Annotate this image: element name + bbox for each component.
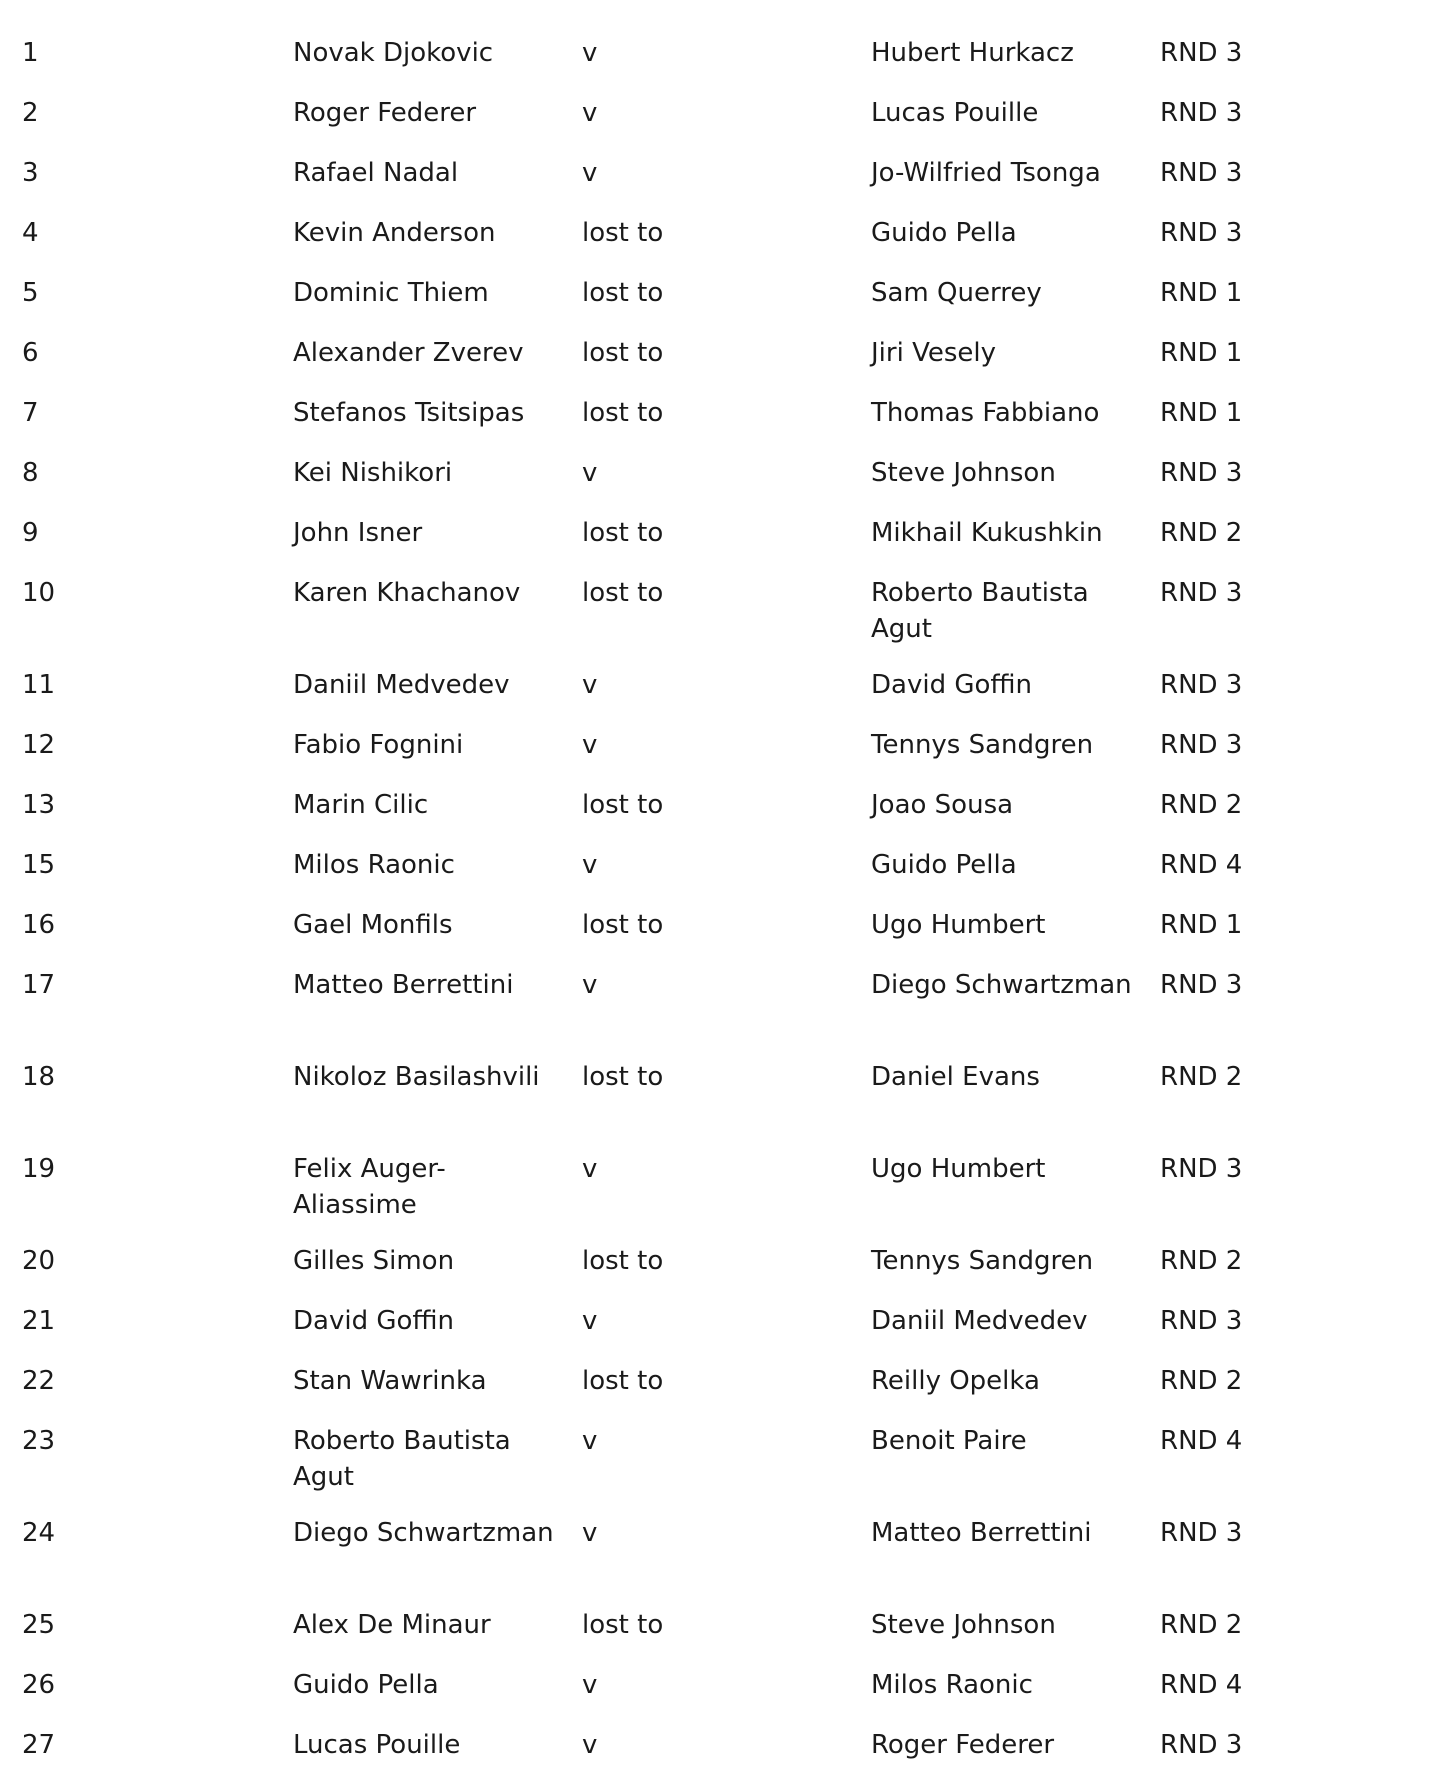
seed-cell: 3 [22,158,39,188]
seed-cell: 26 [22,1670,56,1700]
result-cell: lost to [582,578,664,608]
player-cell: Gilles Simon [293,1246,455,1276]
result-cell: v [582,670,598,700]
player-cell: Alexander Zverev [293,338,524,368]
player-cell: Stefanos Tsitsipas [293,398,525,428]
table-row [0,500,1429,560]
round-cell: RND 3 [1160,458,1243,488]
seed-cell: 23 [22,1426,56,1456]
player-cell: Guido Pella [293,1670,439,1700]
table-row [0,560,1429,652]
opponent-cell: Lucas Pouille [871,98,1039,128]
round-cell: RND 3 [1160,1730,1243,1760]
table-row [0,712,1429,772]
player-cell: Lucas Pouille [293,1730,461,1760]
round-cell: RND 2 [1160,1366,1243,1396]
player-cell: Roberto Bautista Agut [293,1426,511,1492]
seed-cell: 11 [22,670,56,700]
table-row [0,1408,1429,1500]
seed-cell: 17 [22,970,56,1000]
table-row [0,80,1429,140]
opponent-cell: Tennys Sandgren [871,730,1094,760]
round-cell: RND 3 [1160,1306,1243,1336]
round-cell: RND 1 [1160,338,1243,368]
round-cell: RND 3 [1160,1154,1243,1184]
opponent-cell: Joao Sousa [871,790,1014,820]
table-row [0,772,1429,832]
result-cell: v [582,1730,598,1760]
seed-cell: 1 [22,38,39,68]
opponent-cell: Reilly Opelka [871,1366,1040,1396]
result-cell: lost to [582,518,664,548]
round-cell: RND 3 [1160,38,1243,68]
round-cell: RND 4 [1160,1426,1243,1456]
table-row [0,1044,1429,1136]
result-cell: v [582,98,598,128]
player-cell: Fabio Fognini [293,730,464,760]
round-cell: RND 2 [1160,1610,1243,1640]
round-cell: RND 4 [1160,850,1243,880]
opponent-cell: Mikhail Kukushkin [871,518,1103,548]
table-row [0,1228,1429,1288]
opponent-cell: Guido Pella [871,218,1017,248]
round-cell: RND 3 [1160,98,1243,128]
player-cell: Dominic Thiem [293,278,489,308]
opponent-cell: Jo-Wilfried Tsonga [871,158,1101,188]
table-row [0,892,1429,952]
result-cell: v [582,730,598,760]
table-row [0,1652,1429,1712]
result-cell: v [582,1154,598,1184]
seed-cell: 9 [22,518,39,548]
table-row [0,1712,1429,1772]
table-row [0,1348,1429,1408]
opponent-cell: Matteo Berrettini [871,1518,1092,1548]
result-cell: lost to [582,218,664,248]
result-cell: lost to [582,1246,664,1276]
round-cell: RND 1 [1160,910,1243,940]
table-row [0,320,1429,380]
opponent-cell: Guido Pella [871,850,1017,880]
table-row [0,140,1429,200]
player-cell: Felix Auger-Aliassime [293,1154,446,1220]
opponent-cell: Roger Federer [871,1730,1055,1760]
opponent-cell: Hubert Hurkacz [871,38,1074,68]
seed-cell: 12 [22,730,56,760]
result-cell: lost to [582,278,664,308]
player-cell: Milos Raonic [293,850,455,880]
result-cell: v [582,1426,598,1456]
result-cell: lost to [582,398,664,428]
round-cell: RND 3 [1160,730,1243,760]
table-row [0,952,1429,1044]
results-table [0,20,1429,1772]
seed-cell: 27 [22,1730,56,1760]
result-cell: v [582,158,598,188]
seed-cell: 20 [22,1246,56,1276]
player-cell: Roger Federer [293,98,477,128]
opponent-cell: Milos Raonic [871,1670,1033,1700]
round-cell: RND 3 [1160,670,1243,700]
player-cell: Rafael Nadal [293,158,459,188]
results-table-body [0,20,1429,1772]
table-row [0,380,1429,440]
table-row [0,440,1429,500]
round-cell: RND 3 [1160,578,1243,608]
seed-cell: 19 [22,1154,56,1184]
table-row [0,1136,1429,1228]
opponent-cell: Thomas Fabbiano [871,398,1100,428]
result-cell: v [582,1518,598,1548]
result-cell: lost to [582,910,664,940]
player-cell: John Isner [293,518,423,548]
table-row [0,200,1429,260]
table-row [0,260,1429,320]
seed-cell: 24 [22,1518,56,1548]
round-cell: RND 1 [1160,398,1243,428]
result-cell: lost to [582,790,664,820]
round-cell: RND 2 [1160,1246,1243,1276]
result-cell: lost to [582,1062,664,1092]
result-cell: lost to [582,338,664,368]
round-cell: RND 2 [1160,518,1243,548]
table-row [0,1288,1429,1348]
player-cell: Alex De Minaur [293,1610,491,1640]
result-cell: v [582,458,598,488]
round-cell: RND 2 [1160,1062,1243,1092]
opponent-cell: Daniel Evans [871,1062,1040,1092]
round-cell: RND 3 [1160,970,1243,1000]
table-row [0,652,1429,712]
seed-cell: 5 [22,278,39,308]
seed-cell: 6 [22,338,39,368]
round-cell: RND 4 [1160,1670,1243,1700]
player-cell: Diego Schwartzman [293,1518,554,1548]
player-cell: Karen Khachanov [293,578,521,608]
player-cell: Nikoloz Basilashvili [293,1062,540,1092]
opponent-cell: Roberto Bautista Agut [871,578,1089,644]
player-cell: Kei Nishikori [293,458,453,488]
seed-cell: 10 [22,578,56,608]
round-cell: RND 3 [1160,218,1243,248]
opponent-cell: Diego Schwartzman [871,970,1132,1000]
player-cell: Marin Cilic [293,790,429,820]
seed-cell: 16 [22,910,56,940]
seed-cell: 4 [22,218,39,248]
player-cell: Stan Wawrinka [293,1366,487,1396]
seed-cell: 21 [22,1306,56,1336]
opponent-cell: Sam Querrey [871,278,1042,308]
player-cell: David Goffin [293,1306,455,1336]
opponent-cell: Benoit Paire [871,1426,1027,1456]
result-cell: v [582,38,598,68]
seed-cell: 22 [22,1366,56,1396]
result-cell: v [582,970,598,1000]
seed-cell: 2 [22,98,39,128]
seed-cell: 25 [22,1610,56,1640]
round-cell: RND 3 [1160,1518,1243,1548]
player-cell: Gael Monfils [293,910,453,940]
result-cell: lost to [582,1366,664,1396]
result-cell: v [582,850,598,880]
player-cell: Kevin Anderson [293,218,496,248]
opponent-cell: Ugo Humbert [871,910,1046,940]
round-cell: RND 1 [1160,278,1243,308]
player-cell: Novak Djokovic [293,38,494,68]
table-row [0,1592,1429,1652]
seed-cell: 8 [22,458,39,488]
opponent-cell: Tennys Sandgren [871,1246,1094,1276]
round-cell: RND 3 [1160,158,1243,188]
seed-cell: 13 [22,790,56,820]
result-cell: lost to [582,1610,664,1640]
result-cell: v [582,1670,598,1700]
opponent-cell: Jiri Vesely [871,338,996,368]
opponent-cell: Steve Johnson [871,1610,1056,1640]
seed-cell: 18 [22,1062,56,1092]
opponent-cell: Daniil Medvedev [871,1306,1088,1336]
seed-cell: 7 [22,398,39,428]
round-cell: RND 2 [1160,790,1243,820]
seed-cell: 15 [22,850,56,880]
opponent-cell: David Goffin [871,670,1033,700]
table-row [0,20,1429,80]
player-cell: Daniil Medvedev [293,670,510,700]
opponent-cell: Ugo Humbert [871,1154,1046,1184]
opponent-cell: Steve Johnson [871,458,1056,488]
player-cell: Matteo Berrettini [293,970,514,1000]
table-row [0,832,1429,892]
table-row [0,1500,1429,1592]
result-cell: v [582,1306,598,1336]
